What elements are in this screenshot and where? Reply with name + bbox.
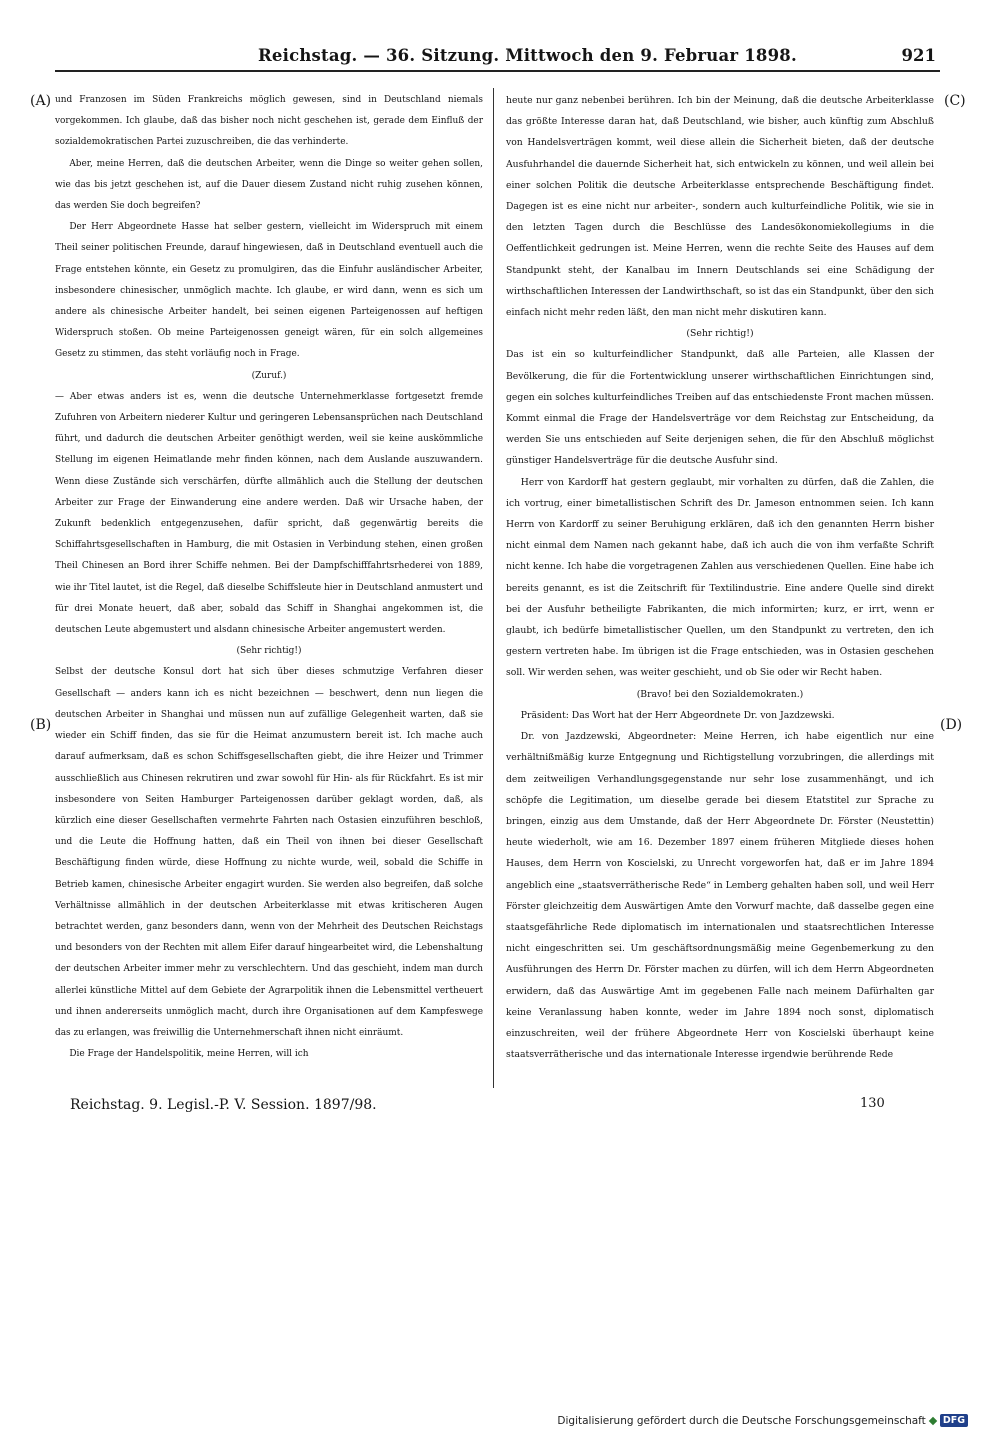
paragraph: heute nur ganz nebenbei berühren. Ich bin der Meinung, daß die deutsche Arbeiterklasse das größte Interesse daran hat, daß Deutschland, wie bisher, auch künftig zum Abschluß von Handelsverträgen kommt, weil diese allein die Sicherheit bieten, daß der deutsche Ausfuhrhandel die dauernde Sicherheit hat, sich entwickeln zu können, und weil allein bei einer solchen Politik die deutsche Arbeiterklasse entsprechende Beschäftigung findet. Dagegen ist es eine nicht nur arbeiter-, sondern auch kulturfeindliche Politik, wie sie in den letzten Tagen durch die Beschlüsse des Landesökonomiekollegiums in die Oeffentlichkeit gedrungen ist. Meine Herren, wenn die rechte Seite des Hauses auf dem Standpunkt steht, der Kanalbau im Innern Deutschlands sei eine Schädigung der wirthschaftlichen Interessen der Landwirthschaft, so ist das ein Standpunkt, über den sich einfach nicht mehr reden läßt, den man nicht mehr diskutiren kann. — [506, 95, 934, 319]
header-title: Reichstag. — 36. Sitzung. Mittwoch den 9. Februar 1898. — [258, 46, 797, 65]
credit-text: Digitalisierung gefördert durch die Deutsche Forschungsgemeinschaft — [557, 1414, 926, 1427]
running-header — [58, 42, 936, 68]
dfg-logo: DFG — [940, 1414, 968, 1427]
diamond-icon — [929, 1416, 937, 1424]
margin-marker-b: (B) — [30, 717, 52, 733]
column-divider — [493, 88, 494, 1088]
paragraph: Selbst der deutsche Konsul dort hat sich über dieses schmutzige Verfahren dieser Gesellschaft — anders kann ich es nicht bezeichnen — beschwert, denn nun liegen die deutschen Arbeiter in Shanghai und müssen nun auf zufällige Gelegenheit warten, daß sie wieder ein Schiff finden, das sie für die Heimat anzumustern bereit ist. Ich mache auch darauf aufmerksam, daß es schon Schiffsgesellschaften giebt, die ihre Heizer und Trimmer ausschließlich aus Chinesen rekrutiren und zwar sowohl für Hin- als für Rückfahrt. Es ist mir insbesondere von Seiten Hamburger Parteigenossen darüber geklagt worden, daß, als kürzlich eine dieser Gesellschaften vermehrte Fahrten nach Ostasien einzuführen beschloß, und die Leute die Hoffnung hatten, daß ein Theil von ihnen bei dieser Gesellschaft Beschäftigung finden würde, diese Hoffnung zu nichte wurde, weil, sobald die Schiffe in Betrieb kamen, chinesische Arbeiter engagirt wurden. Sie werden also begreifen, daß solche Verhältnisse allmählich in der deutschen Arbeiterklasse mit etwas kritischeren Augen betrachtet werden, ganz besonders dann, wenn von der Mehrheit des Deutschen Reichstags und besonders von der Rechten mit allem Eifer darauf hingearbeitet wird, die Lebenshaltung der deutschen Arbeiter immer mehr zu verschlechtern. Und das geschieht, indem man durch allerlei künstliche Mittel auf dem Gebiete der Agrarpolitik ihnen die Lebensmittel vertheuert und ihnen andererseits unmöglich macht, durch ihre Organisationen auf dem Kampfeswege das zu erlangen, was freiwillig die Unternehmerschaft ihnen nicht einräumt. — [55, 667, 483, 1038]
paragraph: Herr von Kardorff hat gestern geglaubt, mir vorhalten zu dürfen, daß die Zahlen, die ich vortrug, einer bimetallistischen Schrift des Dr. Jameson entnommen seien. Ich kann Herrn von Kardorff zu seiner Beruhigung erklären, daß ich den genannten Herrn bisher nicht einmal dem Namen nach gekannt habe, daß ich auch die von ihm verfaßte Schrift nicht kenne. Ich habe die vorgetragenen Zahlen aus verschiedenen Quellen. Eine habe ich bereits genannt, es ist die Zeitschrift für Textilindustrie. Eine andere Quelle sind direkt bei der Ausfuhr betheiligte Fabrikanten, die mich informirten; kurz, er irrt, wenn er glaubt, ich bedürfe bimetallistischer Quellen, um den Standpunkt zu vertreten, den ich gestern vertreten habe. Im übrigen ist die Frage entschieden, was in Ostasien geschehen soll. Wir werden sehen, was weiter geschieht, und ob Sie oder wir Recht haben. — [506, 476, 934, 679]
left-column — [55, 90, 483, 1065]
paragraph: Dr. von Jazdzewski, Abgeordneter: Meine Herren, ich habe eigentlich nur eine verhältnißmäßig kurze Entgegnung und Richtigstellung vorzubringen, die allerdings mit dem zeitweiligen Verhandlungsgegenstande nur sehr lose zusammenhängt, und ich schöpfe die Legitimation, um dieselbe gerade bei diesem Etatstitel zur Sprache zu bringen, einzig aus dem Umstande, daß der Herr Abgeordnete Dr. Förster (Neustettin) heute wiederholt, wie am 16. Dezember 1897 einem früheren Mitgliede dieses hohen Hauses, dem Herrn von Koscielski, zu Unrecht vorgeworfen hat, daß er im Jahre 1894 angeblich eine „staatsverrätherische Rede“ in Lemberg gehalten haben soll, und weil Herr Förster gleichzeitig dem Auswärtigen Amte den Vorwurf machte, daß dasselbe gegen eine staatsgefährliche Rede diplomatisch im internationalen und staatsrechtlichen Interesse nicht eingeschritten sei. Um geschäftsordnungsmäßig meine Gegenbemerkung zu den Ausführungen des Herrn Dr. Förster machen zu dürfen, will ich dem Herrn Abgeordneten erwidern, daß das Auswärtige Amt im gegebenen Falle nach meinem Dafürhalten gar keine Veranlassung haben konnte, weder im Jahre 1894 noch sonst, diplomatisch einzuschreiten, weil der frühere Abgeordnete Herr von Koscielski überhaupt keine staatsverrätherische und das internationale Interesse irgendwie berührende Rede — [506, 731, 934, 1061]
page-number: 921 — [901, 46, 936, 65]
interjection: (Zuruf.) — [251, 370, 287, 381]
president-statement: Präsident: Das Wort hat der Herr Abgeordnete Dr. von Jazdzewski. — [520, 709, 835, 721]
margin-marker-c: (C) — [944, 93, 966, 109]
header-rule — [55, 70, 940, 72]
interjection: (Bravo! bei den Sozialdemokraten.) — [636, 688, 804, 700]
paragraph: und Franzosen im Süden Frankreichs möglich gewesen, sind in Deutschland niemals vorgekommen. Ich glaube, daß das bisher noch nicht geschehen ist, gerade dem Einfluß der sozialdemokratischen Partei zuzuschreiben, die das verhinderte. — [55, 95, 483, 148]
paragraph: Das ist ein so kulturfeindlicher Standpunkt, daß alle Parteien, alle Klassen der Bevölkerung, die für die Fortentwicklung unserer wirthschaftlichen Einrichtungen sind, gegen ein solches kulturfeindliches Treiben auf das entschiedenste Front machen müssen. Kommt einmal die Frage der Handelsverträge vor dem Reichstag zur Entscheidung, da werden Sie uns entschieden auf Seite derjenigen sehen, die für den Abschluß möglichst günstiger Handelsverträge für die deutsche Ausfuhr sind. — [506, 349, 934, 467]
paragraph: Aber, meine Herren, daß die deutschen Arbeiter, wenn die Dinge so weiter gehen sollen, wie das bis jetzt geschehen ist, auf die Dauer diesem Zustand nicht ruhig zusehen können, das werden Sie doch begreifen? — [55, 158, 483, 212]
footer-session: Reichstag. 9. Legisl.-P. V. Session. 1897/98. — [70, 1097, 377, 1113]
interjection: (Sehr richtig!) — [236, 646, 302, 657]
footer-sheet-number: 130 — [860, 1096, 885, 1111]
digitization-credit — [557, 1414, 968, 1427]
interjection: (Sehr richtig!) — [686, 328, 754, 340]
paragraph: Der Herr Abgeordnete Hasse hat selber gestern, vielleicht im Widerspruch mit einem Theil seiner politischen Freunde, darauf hingewiesen, daß in Deutschland eventuell auch die Frage entstehen könnte, ein Gesetz zu promulgiren, das die Einfuhr ausländischer Arbeiter, insbesondere chinesischer, unmöglich machte. Ich glaube, er wird dann, wenn es sich um andere als chinesische Arbeiter handelt, bei seinen eigenen Parteigenossen auf heftigen Widerspruch stoßen. Ob meine Parteigenossen geneigt wären, für ein solch allgemeines Gesetz zu stimmen, das steht vorläufig noch in Frage. — [55, 222, 483, 360]
right-column — [506, 90, 934, 1065]
paragraph: Die Frage der Handelspolitik, meine Herren, will ich — [69, 1049, 309, 1060]
margin-marker-d: (D) — [940, 717, 963, 733]
margin-marker-a: (A) — [30, 93, 52, 109]
paragraph: — Aber etwas anders ist es, wenn die deutsche Unternehmerklasse fortgesetzt fremde Zufuhren von Arbeitern niederer Kultur und geringeren Lebensansprüchen nach Deutschland führt, und dadurch die deutschen Arbeiter genöthigt werden, weil sie keine auskömmliche Stellung im eigenen Heimatlande mehr finden können, nach dem Auslande auszuwandern. Wenn diese Zustände sich verschärfen, dürfte allmählich auch die Stellung der deutschen Arbeiter zur Frage der Einwanderung eine andere werden. Daß wir Ursache haben, der Zukunft bedenklich entgegenzusehen, dafür spricht, daß gegenwärtig bereits die Schiffahrtsgesellschaften in Hamburg, die mit Ostasien in Verbindung stehen, einen großen Theil Chinesen an Bord ihrer Schiffe nehmen. Bei der Dampfschifffahrtsrhederei von 1889, wie ihr Titel lautet, ist die Regel, daß dieselbe Schiffsleute hier in Deutschland anmustert und für drei Monate heuert, daß aber, sobald das Schiff in Shanghai angekommen ist, die deutschen Leute abgemustert und alsdann chinesische Arbeiter angemustert werden. — [55, 391, 483, 636]
